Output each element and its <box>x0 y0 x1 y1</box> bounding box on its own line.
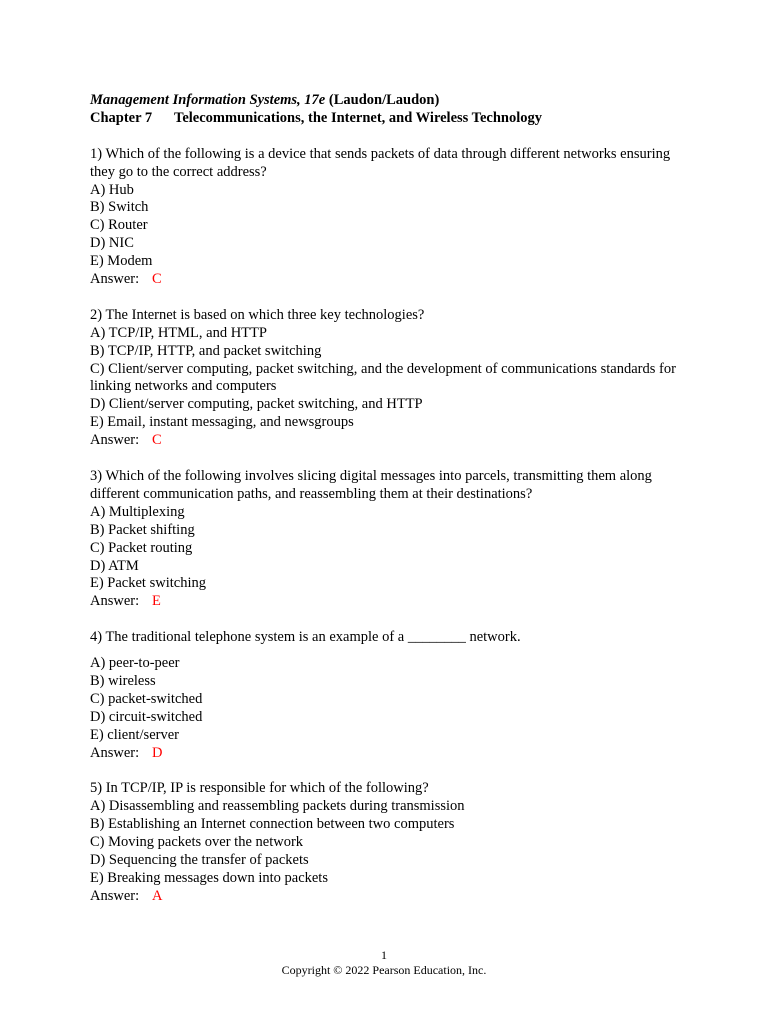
answer-value: E <box>152 593 161 610</box>
option-c: C) packet-switched <box>90 690 203 707</box>
answer-line <box>90 593 690 611</box>
question-5 <box>90 780 690 905</box>
option-b: B) TCP/IP, HTTP, and packet switching <box>90 342 322 359</box>
question-text: 1) Which of the following is a device that sends packets of data through different networks ensuring they go to the correct address? <box>90 145 671 180</box>
answer-line <box>90 745 690 763</box>
option-c: C) Router <box>90 217 148 234</box>
book-title: Management Information Systems, 17e <box>90 92 326 108</box>
option-b: B) Packet shifting <box>90 521 195 538</box>
answer-value: D <box>152 744 163 761</box>
option-c: C) Packet routing <box>90 539 193 556</box>
answer-value: C <box>152 271 162 288</box>
chapter-label: Chapter 7 <box>90 109 153 126</box>
answer-value: A <box>152 887 163 904</box>
chapter-title: Telecommunications, the Internet, and Wireless Technology <box>174 109 543 126</box>
book-header <box>90 92 690 110</box>
option-c: C) Moving packets over the network <box>90 834 304 851</box>
question-3 <box>90 468 690 611</box>
option-a: A) Disassembling and reassembling packets during transmission <box>90 798 465 815</box>
option-b: B) Establishing an Internet connection between two computers <box>90 816 455 833</box>
option-d: D) Sequencing the transfer of packets <box>90 851 309 868</box>
answer-line <box>90 271 690 289</box>
answer-label: Answer: <box>90 887 140 904</box>
option-d: D) Client/server computing, packet switching, and HTTP <box>90 396 423 413</box>
question-text: 4) The traditional telephone system is an example of a ________ network. <box>90 629 521 646</box>
option-a: A) Hub <box>90 181 134 198</box>
option-e: E) Email, instant messaging, and newsgroups <box>90 414 354 431</box>
option-b: B) wireless <box>90 672 156 689</box>
answer-label: Answer: <box>90 744 140 761</box>
option-a: A) peer-to-peer <box>90 655 180 672</box>
question-text: 5) In TCP/IP, IP is responsible for which of the following? <box>90 780 429 797</box>
question-text: 3) Which of the following involves slicing digital messages into parcels, transmitting them along different communication paths, and reassembling them at their destinations? <box>90 467 652 502</box>
option-b: B) Switch <box>90 199 149 216</box>
chapter-heading <box>90 110 690 128</box>
copyright-notice: Copyright © 2022 Pearson Education, Inc. <box>281 963 487 977</box>
answer-line <box>90 432 690 450</box>
answer-line <box>90 888 690 906</box>
answer-label: Answer: <box>90 271 140 288</box>
page-number: 1 <box>381 948 387 962</box>
question-2 <box>90 307 690 450</box>
document-page <box>90 92 690 906</box>
question-1 <box>90 146 690 289</box>
question-text: 2) The Internet is based on which three key technologies? <box>90 306 425 323</box>
option-c: C) Client/server computing, packet switching, and the development of communications standards for linking networks and computers <box>90 360 676 395</box>
option-a: A) TCP/IP, HTML, and HTTP <box>90 324 267 341</box>
option-e: E) client/server <box>90 726 179 743</box>
answer-label: Answer: <box>90 432 140 449</box>
book-authors: (Laudon/Laudon) <box>328 92 440 108</box>
option-e: E) Breaking messages down into packets <box>90 869 328 886</box>
answer-label: Answer: <box>90 593 140 610</box>
page-footer <box>0 948 768 978</box>
option-e: E) Modem <box>90 253 153 270</box>
question-spacer <box>90 647 690 655</box>
option-d: D) circuit-switched <box>90 708 203 725</box>
option-e: E) Packet switching <box>90 575 206 592</box>
option-d: D) NIC <box>90 235 134 252</box>
answer-value: C <box>152 432 162 449</box>
option-d: D) ATM <box>90 557 139 574</box>
question-4 <box>90 629 690 762</box>
option-a: A) Multiplexing <box>90 503 185 520</box>
